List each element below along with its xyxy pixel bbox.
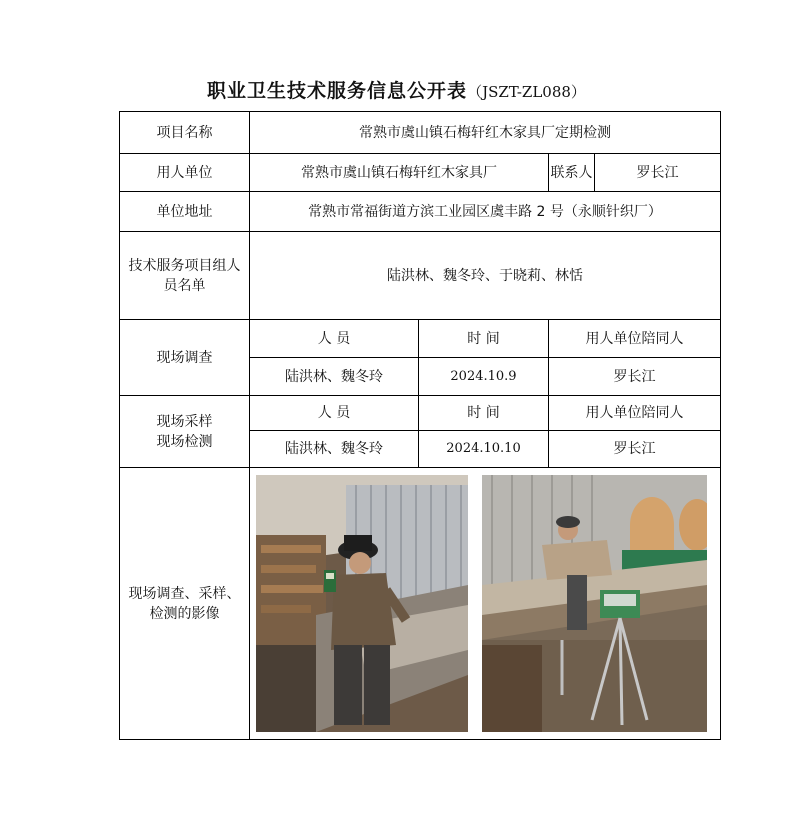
contact-label: 联系人 <box>549 154 595 192</box>
title-main: 职业卫生技术服务信息公开表 <box>207 80 468 102</box>
sampling-col-person: 人 员 <box>250 396 419 431</box>
project-name-value: 常熟市虞山镇石梅轩红木家具厂定期检测 <box>250 112 721 154</box>
survey-label: 现场调查 <box>120 320 250 396</box>
images-label: 现场调查、采样、检测的影像 <box>120 468 250 740</box>
employer-label: 用人单位 <box>120 154 250 192</box>
address-label: 单位地址 <box>120 192 250 232</box>
survey-photo <box>256 475 468 732</box>
employer-value: 常熟市虞山镇石梅轩红木家具厂 <box>250 154 549 192</box>
form-code: （JSZT-ZL088） <box>467 83 586 101</box>
sampling-label: 现场采样现场检测 <box>120 396 250 468</box>
sampling-photo <box>482 475 707 732</box>
page-title <box>0 76 793 103</box>
survey-companion: 罗长江 <box>549 358 721 396</box>
survey-col-companion: 用人单位陪同人 <box>549 320 721 358</box>
survey-col-person: 人 员 <box>250 320 419 358</box>
project-name-label: 项目名称 <box>120 112 250 154</box>
survey-person: 陆洪林、魏冬玲 <box>250 358 419 396</box>
sampling-col-companion: 用人单位陪同人 <box>549 396 721 431</box>
team-label: 技术服务项目组人员名单 <box>120 232 250 320</box>
sampling-companion: 罗长江 <box>549 431 721 468</box>
contact-value: 罗长江 <box>595 154 721 192</box>
survey-col-time: 时 间 <box>419 320 549 358</box>
address-value: 常熟市常福街道方滨工业园区虞丰路 2 号（永顺针织厂） <box>250 192 721 232</box>
sampling-col-time: 时 间 <box>419 396 549 431</box>
team-value: 陆洪林、魏冬玲、于晓莉、林恬 <box>250 232 721 320</box>
sampling-person: 陆洪林、魏冬玲 <box>250 431 419 468</box>
images-cell <box>250 468 721 740</box>
sampling-time: 2024.10.10 <box>419 431 549 468</box>
survey-time: 2024.10.9 <box>419 358 549 396</box>
info-table <box>119 111 721 740</box>
